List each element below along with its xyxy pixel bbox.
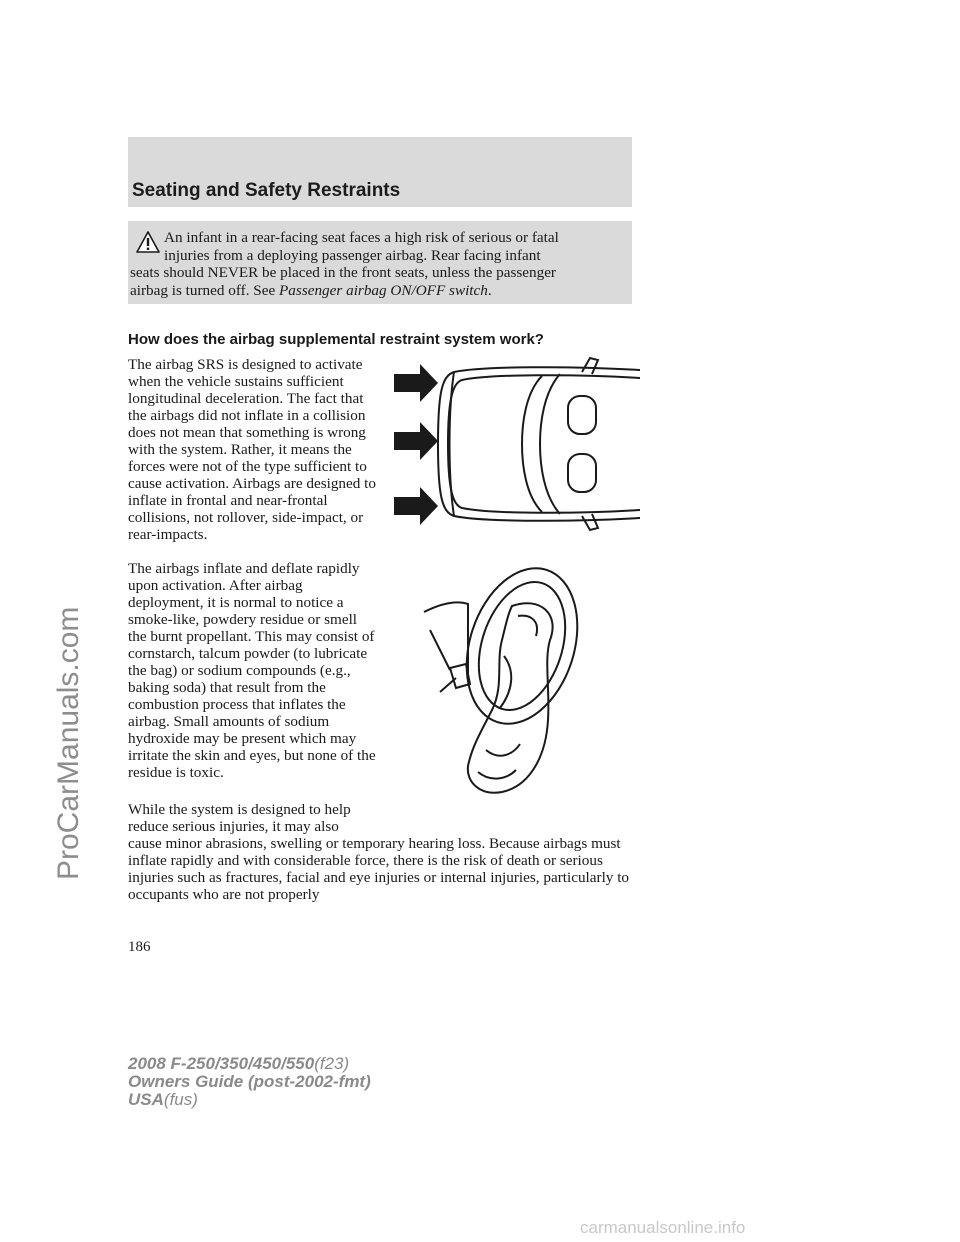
warning-line-3: seats should NEVER be placed in the front seats, unless the passenger: [130, 264, 556, 282]
document-footer: [128, 1055, 371, 1109]
paragraph-airbag-injuries: [128, 801, 632, 903]
frontal-impact-diagram: [392, 352, 640, 534]
footer-url-watermark: carmanualsonline.info: [580, 1218, 746, 1237]
footer-region-code: (fus): [163, 1090, 198, 1109]
paragraph-airbag-activation: The airbag SRS is designed to activate when the vehicle sustains sufficient longitudinal deceleration. The fact that the airbags did not inflate in a collision does not mean that something is wrong with the system. Rather, it means the forces were not of the type sufficient to cause activation. Airbags are designed to inflate in frontal and near-frontal collisions, not rollover, side-impact, or rear-impacts.: [128, 356, 376, 543]
warning-line-1: An infant in a rear-facing seat faces a high risk of serious or fatal: [164, 229, 559, 246]
warning-text: [130, 229, 626, 300]
warning-line-2: injuries from a deploying passenger airbag. Rear facing infant: [164, 246, 541, 264]
impact-arrow-icon: [394, 364, 438, 402]
paragraph-airbag-injuries-lead: While the system is designed to help reduce serious injuries, it may also: [128, 801, 351, 835]
warning-line-4-suffix: .: [487, 282, 492, 300]
deployed-airbag-illustration: [420, 560, 620, 804]
warning-box: [128, 221, 632, 304]
passenger-airbag-switch-reference: Passenger airbag ON/OFF switch: [279, 282, 488, 300]
airbag-system-subheading: How does the airbag supplemental restraint system work?: [128, 331, 544, 348]
footer-model-code: (f23): [314, 1054, 350, 1073]
dashboard-outline: [424, 602, 468, 680]
page-number: 186: [128, 939, 151, 955]
footer-guide: Owners Guide (post-2002-fmt): [128, 1072, 371, 1091]
impact-arrow-icon: [394, 487, 438, 525]
steering-wheel: [448, 560, 596, 738]
section-title: Seating and Safety Restraints: [132, 180, 401, 201]
warning-line-4-prefix: airbag is turned off. See: [130, 282, 280, 300]
footer-model: 2008 F-250/350/450/550: [128, 1054, 315, 1073]
airbag-cushion: [468, 603, 553, 792]
vehicle-top-view: [438, 358, 640, 530]
paragraph-airbag-injuries-rest: cause minor abrasions, swelling or temporary hearing loss. Because airbags must inflate rapidly and with considerable force, there is the risk of death or serious injuries such as fractures, facial and eye injuries or internal injuries, particularly to occupants who are not properly: [128, 835, 630, 903]
impact-arrow-icon: [394, 422, 438, 460]
watermark: ProCarManuals.com: [52, 606, 85, 880]
footer-region: USA: [128, 1090, 164, 1109]
paragraph-airbag-residue: The airbags inflate and deflate rapidly upon activation. After airbag deployment, it is normal to notice a smoke-like, powdery residue or smell the burnt propellant. This may consist of cornstarch, talcum powder (to lubricate the bag) or sodium compounds (e.g., baking soda) that result from the combustion process that inflates the airbag. Small amounts of sodium hydroxide may be present which may irritate the skin and eyes, but none of the residue is toxic.: [128, 560, 376, 781]
